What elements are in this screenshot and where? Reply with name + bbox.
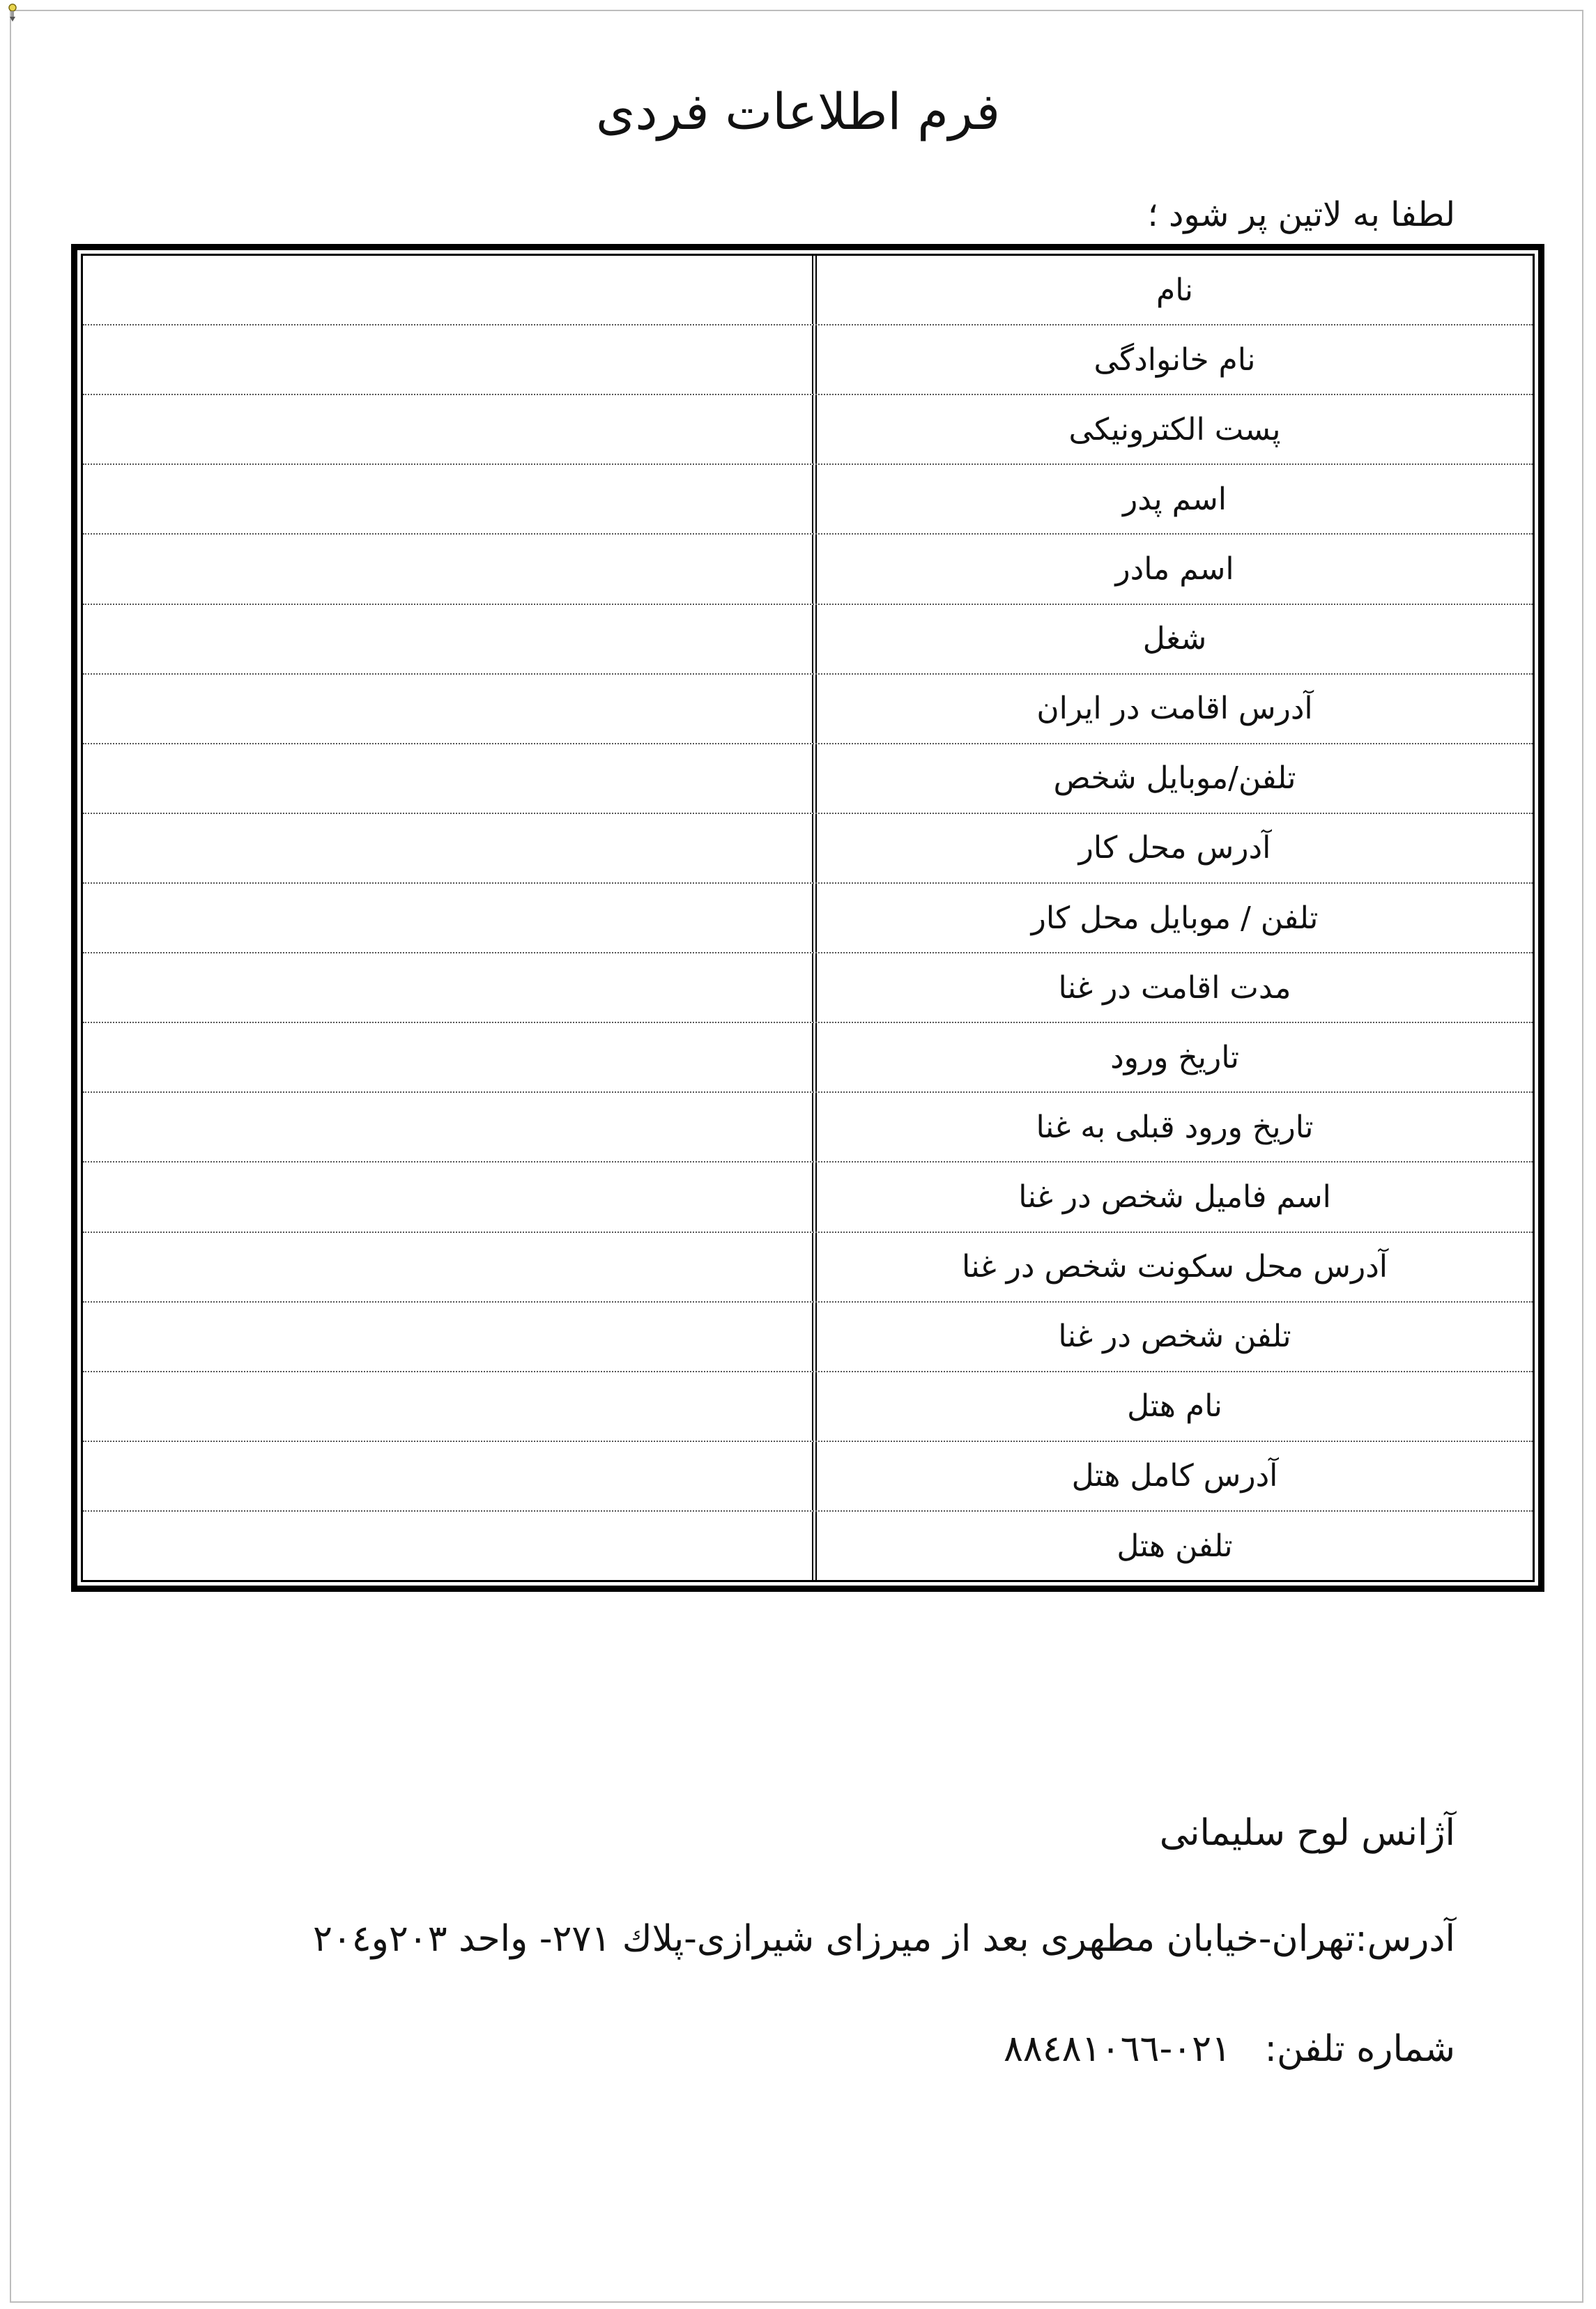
field-label: نام: [812, 256, 1533, 324]
field-value-cell[interactable]: [83, 1023, 812, 1091]
field-value-cell[interactable]: [83, 953, 812, 1022]
table-row: [83, 675, 1533, 744]
table-row: [83, 256, 1533, 325]
field-label: نام هتل: [812, 1372, 1533, 1441]
table-row: [83, 395, 1533, 465]
page-corner-fold: [1567, 11, 1582, 26]
table-row: [83, 1163, 1533, 1232]
field-label: تاریخ ورود قبلی به غنا: [812, 1093, 1533, 1161]
field-value-cell[interactable]: [83, 675, 812, 743]
field-label: آدرس محل سکونت شخص در غنا: [812, 1233, 1533, 1301]
field-value-cell[interactable]: [83, 256, 812, 324]
field-value-cell[interactable]: [83, 1163, 812, 1231]
field-value-cell[interactable]: [83, 1442, 812, 1510]
phone-number: ٠٢١-٨٨٤٨١٠٦٦: [1004, 2028, 1231, 2070]
field-label: اسم مادر: [812, 535, 1533, 603]
agency-name: آژانس لوح سلیمانی: [1159, 1812, 1455, 1854]
field-value-cell[interactable]: [83, 1372, 812, 1441]
field-label: تلفن شخص در غنا: [812, 1303, 1533, 1371]
table-row: [83, 744, 1533, 814]
field-value-cell[interactable]: [83, 884, 812, 952]
table-row: [83, 1023, 1533, 1093]
field-value-cell[interactable]: [83, 1093, 812, 1161]
field-label: تلفن هتل: [812, 1512, 1533, 1580]
field-value-cell[interactable]: [83, 744, 812, 813]
table-row: [83, 1372, 1533, 1442]
table-row: [83, 884, 1533, 953]
field-label: اسم پدر: [812, 465, 1533, 533]
table-row: [83, 1093, 1533, 1163]
table-row: [83, 1303, 1533, 1372]
table-row: [83, 605, 1533, 675]
field-value-cell[interactable]: [83, 1512, 812, 1580]
field-label: آدرس کامل هتل: [812, 1442, 1533, 1510]
field-value-cell[interactable]: [83, 325, 812, 394]
field-value-cell[interactable]: [83, 465, 812, 533]
table-row: [83, 1442, 1533, 1512]
table-row: [83, 465, 1533, 535]
phone-label: شماره تلفن:: [1264, 2028, 1455, 2070]
field-label: مدت اقامت در غنا: [812, 953, 1533, 1022]
field-value-cell[interactable]: [83, 814, 812, 882]
field-label: نام خانوادگی: [812, 325, 1533, 394]
field-value-cell[interactable]: [83, 1303, 812, 1371]
table-row: [83, 325, 1533, 395]
table-row: [83, 814, 1533, 884]
field-label: اسم فامیل شخص در غنا: [812, 1163, 1533, 1231]
personal-info-table: [71, 244, 1544, 1592]
table-row: [83, 1512, 1533, 1580]
table-row: [83, 953, 1533, 1023]
agency-phone: [1004, 2028, 1455, 2070]
fill-instruction: لطفا به لاتین پر شود ؛: [1147, 195, 1455, 234]
field-label: شغل: [812, 605, 1533, 673]
field-label: آدرس اقامت در ایران: [812, 675, 1533, 743]
field-label: تاریخ ورود: [812, 1023, 1533, 1091]
form-title: فرم اطلاعات فردی: [595, 82, 1000, 141]
field-value-cell[interactable]: [83, 395, 812, 463]
personal-info-table-body: [81, 254, 1535, 1582]
field-label: تلفن/موبایل شخص: [812, 744, 1533, 813]
field-value-cell[interactable]: [83, 1233, 812, 1301]
field-value-cell[interactable]: [83, 605, 812, 673]
table-row: [83, 1233, 1533, 1303]
table-row: [83, 535, 1533, 604]
field-value-cell[interactable]: [83, 535, 812, 603]
field-label: پست الکترونیکی: [812, 395, 1533, 463]
field-label: تلفن / موبایل محل کار: [812, 884, 1533, 952]
agency-address: آدرس:تهران-خیابان مطهری بعد از میرزای شیرازی-پلاك ٢٧١- واحد ٢٠٣و٢٠٤: [312, 1918, 1455, 1960]
field-label: آدرس محل کار: [812, 814, 1533, 882]
pin-icon: [6, 3, 20, 22]
